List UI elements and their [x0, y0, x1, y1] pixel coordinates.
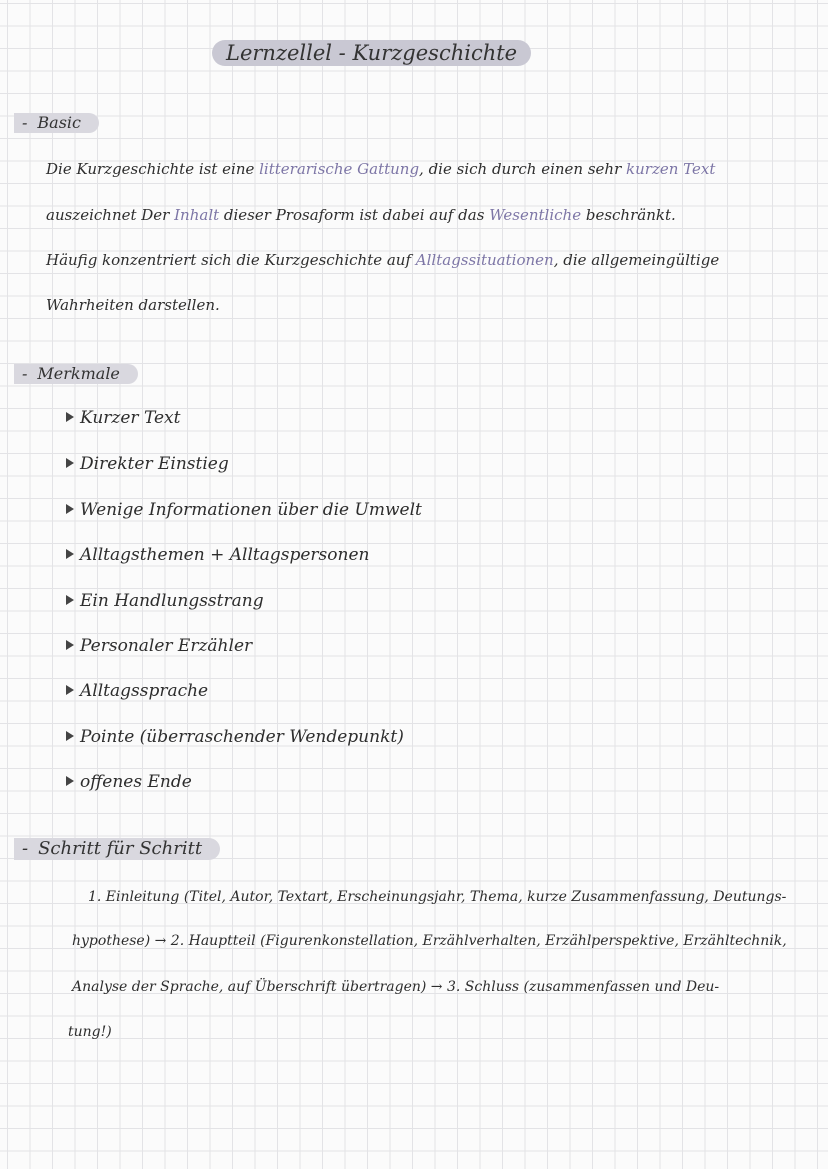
triangle-bullet-icon [66, 412, 74, 422]
text-run: Häufig konzentriert sich die Kurzgeschichte auf [46, 251, 416, 269]
basic-line-3 [46, 251, 719, 269]
triangle-bullet-icon [66, 504, 74, 514]
triangle-bullet-icon [66, 685, 74, 695]
section-dash: - [22, 838, 29, 859]
list-item-label: Ein Handlungsstrang [80, 591, 264, 611]
step-line-4: tung!) [68, 1024, 112, 1040]
text-run: , die sich durch einen sehr [419, 160, 627, 178]
list-item-label: Alltagsthemen + Alltagspersonen [80, 545, 370, 565]
text-run: auszeichnet Der [46, 206, 175, 224]
list-item [66, 772, 192, 792]
basic-line-1 [46, 160, 715, 178]
section-label: Basic [37, 113, 81, 132]
text-run: Wahrheiten darstellen. [46, 296, 220, 314]
list-item [66, 500, 422, 520]
list-item [66, 727, 404, 747]
section-dash: - [22, 364, 28, 383]
text-run: dieser Prosaform ist dabei auf das [219, 206, 490, 224]
basic-line-4 [46, 296, 220, 314]
step-line-3: Analyse der Sprache, auf Überschrift übertragen) → 3. Schluss (zusammenfassen und Deu- [72, 979, 720, 995]
list-item [66, 408, 180, 428]
section-dash: - [22, 113, 28, 132]
text-run: , die allgemeingültige [553, 251, 720, 269]
list-item-label: offenes Ende [80, 772, 192, 792]
text-run: beschränkt. [581, 206, 676, 224]
highlight-term: Alltagssituationen [415, 251, 554, 269]
highlight-term: Inhalt [174, 206, 220, 224]
highlight-term: litterarische Gattung [259, 160, 420, 178]
list-item-label: Personaler Erzähler [80, 636, 253, 656]
section-label: Merkmale [37, 364, 120, 383]
list-item-label: Wenige Informationen über die Umwelt [80, 500, 422, 520]
triangle-bullet-icon [66, 549, 74, 559]
list-item [66, 454, 229, 474]
section-label: Schritt für Schritt [38, 838, 203, 859]
section-heading-basic [14, 113, 99, 133]
list-item [66, 591, 264, 611]
list-item [66, 681, 208, 701]
step-line-1: 1. Einleitung (Titel, Autor, Textart, Erscheinungsjahr, Thema, kurze Zusammenfassung, Deutungs- [88, 889, 787, 905]
list-item-label: Pointe (überraschender Wendepunkt) [80, 727, 404, 747]
step-line-2: hypothese) → 2. Hauptteil (Figurenkonstellation, Erzählverhalten, Erzählperspektive, Erzähltechnik, [72, 933, 787, 949]
section-heading-merkmale [14, 364, 138, 384]
highlight-term: Wesentliche [489, 206, 582, 224]
triangle-bullet-icon [66, 458, 74, 468]
triangle-bullet-icon [66, 731, 74, 741]
triangle-bullet-icon [66, 640, 74, 650]
list-item [66, 636, 252, 656]
list-item [66, 545, 369, 565]
highlight-term: kurzen Text [626, 160, 716, 178]
basic-line-2 [46, 206, 676, 224]
list-item-label: Direkter Einstieg [80, 454, 229, 474]
text-run: Die Kurzgeschichte ist eine [46, 160, 260, 178]
page-title: Lernzellel - Kurzgeschichte [212, 40, 531, 66]
triangle-bullet-icon [66, 595, 74, 605]
list-item-label: Kurzer Text [80, 408, 181, 428]
section-heading-schritte [14, 838, 220, 860]
list-item-label: Alltagssprache [80, 681, 209, 701]
triangle-bullet-icon [66, 776, 74, 786]
